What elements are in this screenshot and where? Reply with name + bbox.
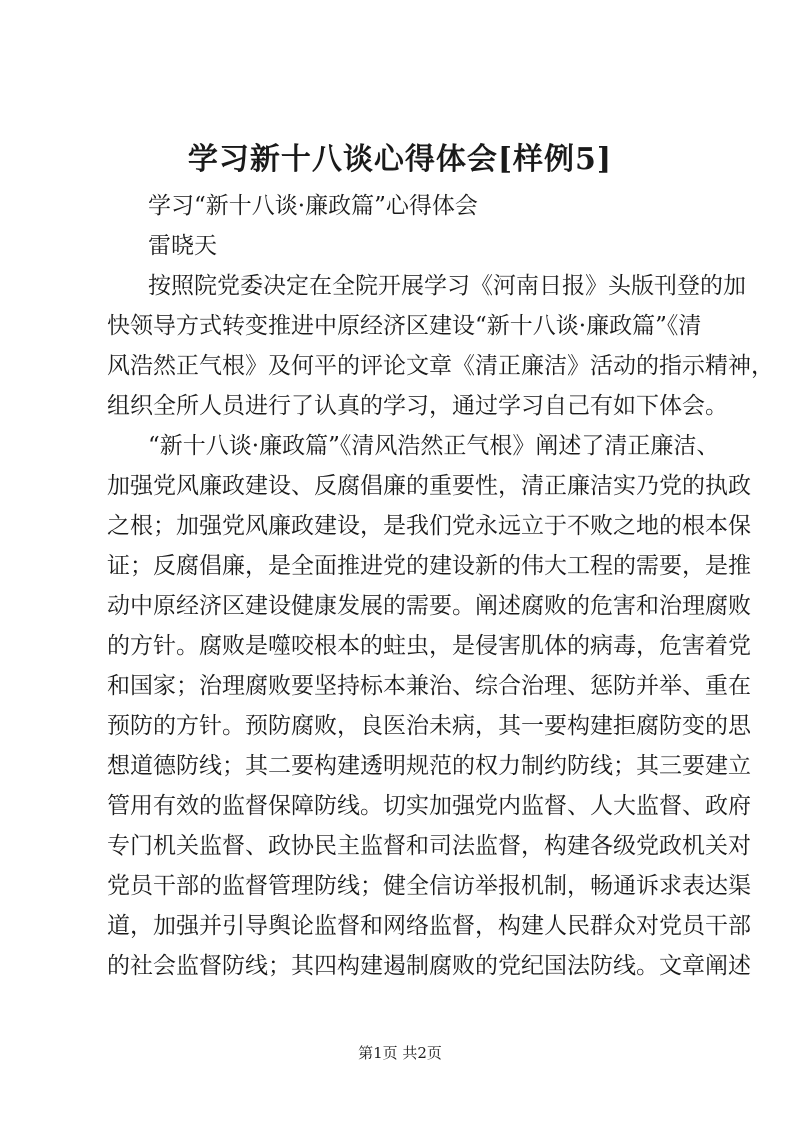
page-footer: 第1页 共2页: [358, 1044, 442, 1062]
paragraph-line: 的社会监督防线；其四构建遏制腐败的党纪国法防线。文章阐述: [107, 953, 751, 979]
paragraph-line: 加强党风廉政建设、反腐倡廉的重要性，清正廉洁实乃党的执政: [107, 473, 751, 499]
paragraph-line: 党员干部的监督管理防线；健全信访举报机制，畅通诉求表达渠: [107, 873, 751, 899]
paragraph-line: 的方针。腐败是噬咬根本的蛀虫，是侵害肌体的病毒，危害着党: [107, 633, 751, 659]
paragraph-line: 动中原经济区建设健康发展的需要。阐述腐败的危害和治理腐败: [107, 593, 751, 619]
paragraph-line: 组织全所人员进行了认真的学习，通过学习自己有如下体会。: [107, 393, 728, 419]
paragraph-line: 快领导方式转变推进中原经济区建设“新十八谈·廉政篇”《清: [107, 313, 702, 339]
paragraph-line: 风浩然正气根》及何平的评论文章《清正廉洁》活动的指示精神，: [107, 353, 774, 379]
paragraph-line: 和国家；治理腐败要坚持标本兼治、综合治理、惩防并举、重在: [107, 673, 751, 699]
paragraph-line: 管用有效的监督保障防线。切实加强党内监督、人大监督、政府: [107, 793, 751, 819]
paragraph-line: “新十八谈·廉政篇”《清风浩然正气根》阐述了清正廉洁、: [148, 433, 720, 459]
paragraph-line: 预防的方针。预防腐败，良医治未病，其一要构建拒腐防变的思: [107, 713, 751, 739]
paragraph-line: 专门机关监督、政协民主监督和司法监督，构建各级党政机关对: [107, 833, 751, 859]
author-name: 雷晓天: [148, 233, 217, 259]
paragraph-line: 道，加强并引导舆论监督和网络监督，构建人民群众对党员干部: [107, 913, 751, 939]
paragraph-line: 证；反腐倡廉，是全面推进党的建设新的伟大工程的需要，是推: [107, 553, 751, 579]
document-title: 学习新十八谈心得体会[样例5]: [187, 142, 613, 177]
paragraph-line: 之根；加强党风廉政建设，是我们党永远立于不败之地的根本保: [107, 513, 751, 539]
document-subtitle: 学习“新十八谈·廉政篇”心得体会: [148, 193, 478, 219]
paragraph-line: 按照院党委决定在全院开展学习《河南日报》头版刊登的加: [148, 273, 746, 299]
paragraph-line: 想道德防线；其二要构建透明规范的权力制约防线；其三要建立: [107, 753, 751, 779]
